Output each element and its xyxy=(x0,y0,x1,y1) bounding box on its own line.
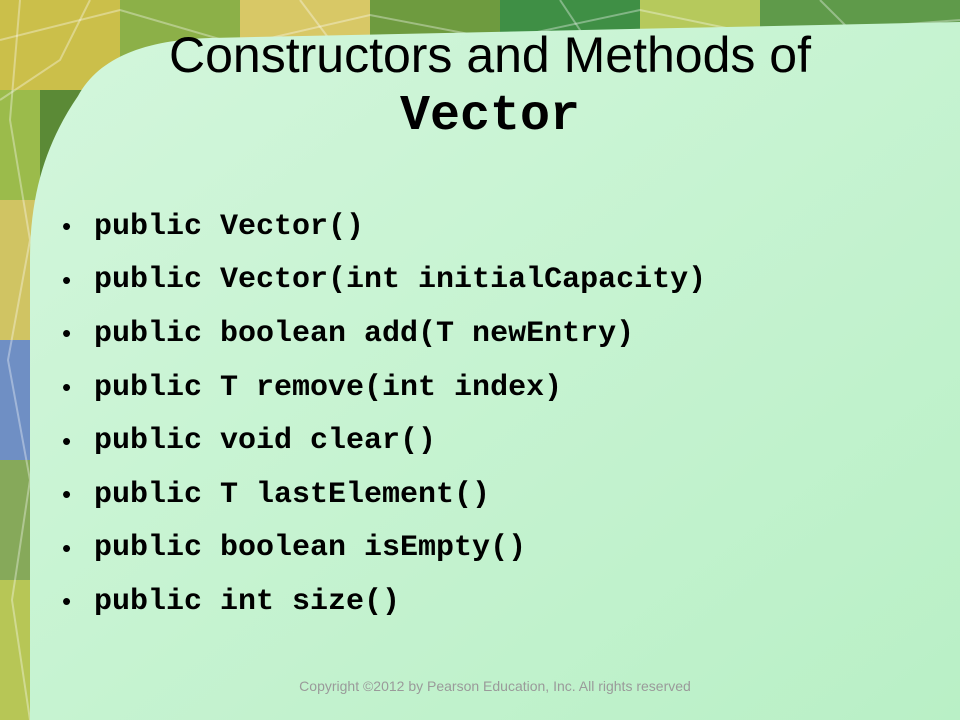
list-item xyxy=(62,522,706,576)
bullet-icon: • xyxy=(62,264,72,295)
list-item xyxy=(62,468,706,522)
bullet-icon: • xyxy=(62,211,72,242)
list-item xyxy=(62,575,706,629)
bullet-icon: • xyxy=(62,586,72,617)
method-signature: public Vector() xyxy=(94,209,365,244)
list-item xyxy=(62,200,706,254)
title-line-1: Constructors and Methods of xyxy=(169,27,811,83)
method-signature: public int size() xyxy=(94,584,401,619)
method-signature: public Vector(int initialCapacity) xyxy=(94,263,707,298)
bullet-icon: • xyxy=(62,532,72,563)
method-signature: public T lastElement() xyxy=(94,477,491,512)
bullet-icon: • xyxy=(62,479,72,510)
bullet-icon: • xyxy=(62,318,72,349)
method-list xyxy=(62,200,706,629)
slide-title xyxy=(40,24,940,148)
list-item xyxy=(62,307,706,361)
bullet-icon: • xyxy=(62,372,72,403)
copyright-footer: Copyright ©2012 by Pearson Education, Inc. All rights reserved xyxy=(299,678,691,694)
method-signature: public boolean isEmpty() xyxy=(94,531,527,566)
list-item xyxy=(62,414,706,468)
list-item xyxy=(62,361,706,415)
method-signature: public T remove(int index) xyxy=(94,370,563,405)
title-line-2: Vector xyxy=(399,88,581,145)
method-signature: public boolean add(T newEntry) xyxy=(94,316,635,351)
method-signature: public void clear() xyxy=(94,424,437,459)
list-item xyxy=(62,254,706,308)
bullet-icon: • xyxy=(62,425,72,456)
